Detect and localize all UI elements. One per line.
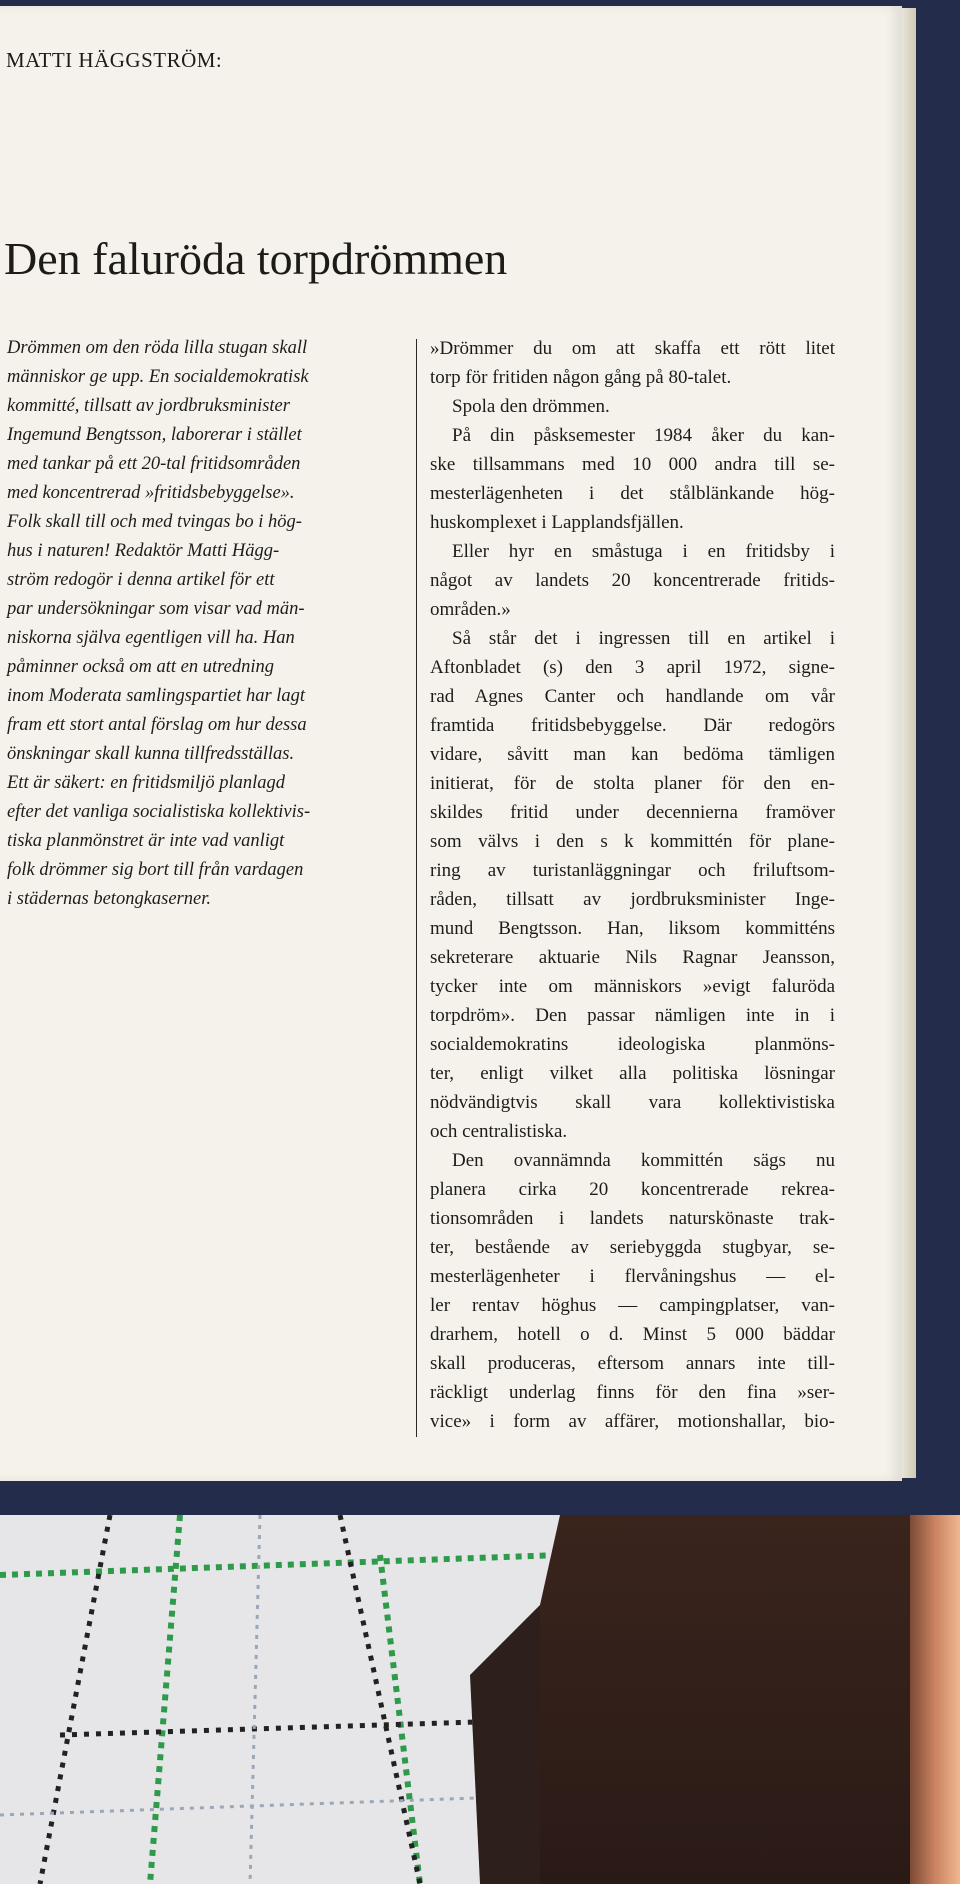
- ingress-line: par undersökningar som visar vad män-: [7, 599, 305, 619]
- body-line: ring av turistanläggningar och friluftsom-: [430, 860, 835, 881]
- body-line: mesterlägenheten i det stålblänkande hög-: [430, 483, 835, 504]
- orange-object: [910, 1515, 960, 1884]
- body-line: torpdröm». Den passar nämligen inte in i: [430, 1005, 835, 1026]
- wooden-surface: [540, 1515, 960, 1884]
- body-line: områden.»: [430, 599, 511, 620]
- body-line: huskomplexet i Lapplandsfjällen.: [430, 512, 684, 533]
- body-line: råden, tillsatt av jordbruksminister Inge-: [430, 889, 835, 910]
- body-line: ter, bestående av seriebyggda stugbyar, se-: [430, 1237, 835, 1258]
- plaid-fabric: [0, 1515, 560, 1884]
- body-line: planera cirka 20 koncentrerade rekrea-: [430, 1179, 835, 1200]
- ingress-line: önskningar skall kunna tillfredsställas.: [7, 744, 295, 764]
- body-line: något av landets 20 koncentrerade fritids-: [430, 570, 835, 591]
- article-title: Den faluröda torpdrömmen: [4, 233, 508, 284]
- body-line: Den ovannämnda kommittén sägs nu: [452, 1150, 835, 1171]
- ingress-line: hus i naturen! Redaktör Matti Hägg-: [7, 541, 280, 561]
- body-line: sekreterare aktuarie Nils Ragnar Jeansson,: [430, 947, 835, 968]
- ingress-line: ström redogör i denna artikel för ett: [7, 570, 275, 590]
- ingress-line: påminner också om att en utredning: [7, 657, 275, 677]
- body-line: tycker inte om människors »evigt faluröda: [430, 976, 835, 997]
- body-line: och centralistiska.: [430, 1121, 568, 1142]
- ingress-line: inom Moderata samlingspartiet har lagt: [7, 686, 306, 706]
- body-line: »Drömmer du om att skaffa ett rött litet: [430, 338, 835, 359]
- ingress-line: med tankar på ett 20-tal fritidsområden: [7, 454, 301, 474]
- ingress-line: Ett är säkert: en fritidsmiljö planlagd: [7, 773, 286, 793]
- body-line: nödvändigtvis skall vara kollektivistiska: [430, 1092, 835, 1113]
- body-line: räckligt underlag finns för den fina »ser-: [430, 1382, 835, 1403]
- body-line: vidare, såvitt man kan bedöma tämligen: [430, 744, 835, 765]
- ingress-line: niskorna själva egentligen vill ha. Han: [7, 628, 295, 648]
- body-line: rad Agnes Canter och handlande om vår: [430, 686, 835, 707]
- body-line: vice» i form av affärer, motionshallar, bio-: [430, 1411, 835, 1432]
- plaid-pattern: [0, 1515, 560, 1884]
- body-column: [430, 334, 835, 1436]
- body-line: Aftonbladet (s) den 3 april 1972, signe-: [430, 657, 835, 678]
- body-line: tionsområden i landets naturskönaste trak-: [430, 1208, 835, 1229]
- body-line: skall produceras, eftersom annars inte till-: [430, 1353, 835, 1374]
- body-line: framtida fritidsbebyggelse. Där redogörs: [430, 715, 835, 736]
- magazine-page: [0, 6, 902, 1481]
- ingress-line: Drömmen om den röda lilla stugan skall: [7, 338, 308, 358]
- ingress-line: Ingemund Bengtsson, laborerar i stället: [7, 425, 302, 445]
- body-line: Så står det i ingressen till en artikel i: [452, 628, 835, 649]
- ingress-line: tiska planmönstret är inte vad vanligt: [7, 831, 285, 851]
- ingress-column: [7, 334, 393, 914]
- body-line: drarhem, hotell o d. Minst 5 000 bäddar: [430, 1324, 835, 1345]
- author-heading: MATTI HÄGGSTRÖM:: [6, 48, 223, 72]
- body-line: som välvs i den s k kommittén för plane-: [430, 831, 835, 852]
- ingress-line: folk drömmer sig bort till från vardagen: [7, 860, 304, 880]
- body-line: På din påsksemester 1984 åker du kan-: [452, 425, 835, 446]
- column-divider: [416, 339, 417, 1437]
- body-line: torp för fritiden någon gång på 80-talet.: [430, 367, 732, 388]
- body-line: mesterlägenheter i flervåningshus — el-: [430, 1266, 835, 1287]
- ingress-line: med koncentrerad »fritidsbebyggelse».: [7, 483, 295, 503]
- body-line: ler rentav höghus — campingplatser, van-: [430, 1295, 835, 1316]
- body-line: skildes fritid under decennierna framöver: [430, 802, 835, 823]
- ingress-line: människor ge upp. En socialdemokratisk: [7, 367, 309, 387]
- ingress-line: fram ett stort antal förslag om hur dessa: [7, 715, 307, 735]
- body-line: Eller hyr en småstuga i en fritidsby i: [452, 541, 835, 562]
- ingress-line: efter det vanliga socialistiska kollektivis-: [7, 802, 311, 822]
- photo-background: [0, 1515, 960, 1884]
- ingress-line: kommitté, tillsatt av jordbruksminister: [7, 396, 290, 416]
- page-edge: [902, 8, 916, 1478]
- body-line: ter, enligt vilket alla politiska lösningar: [430, 1063, 835, 1084]
- body-line: ske tillsammans med 10 000 andra till se-: [430, 454, 835, 475]
- body-line: mund Bengtsson. Han, liksom kommitténs: [430, 918, 835, 939]
- body-line: socialdemokratins ideologiska planmöns-: [430, 1034, 835, 1055]
- ingress-line: i städernas betongkaserner.: [7, 889, 211, 909]
- body-line: initierat, för de stolta planer för den en-: [430, 773, 835, 794]
- ingress-line: Folk skall till och med tvingas bo i hög-: [7, 512, 302, 532]
- body-line: Spola den drömmen.: [452, 396, 610, 417]
